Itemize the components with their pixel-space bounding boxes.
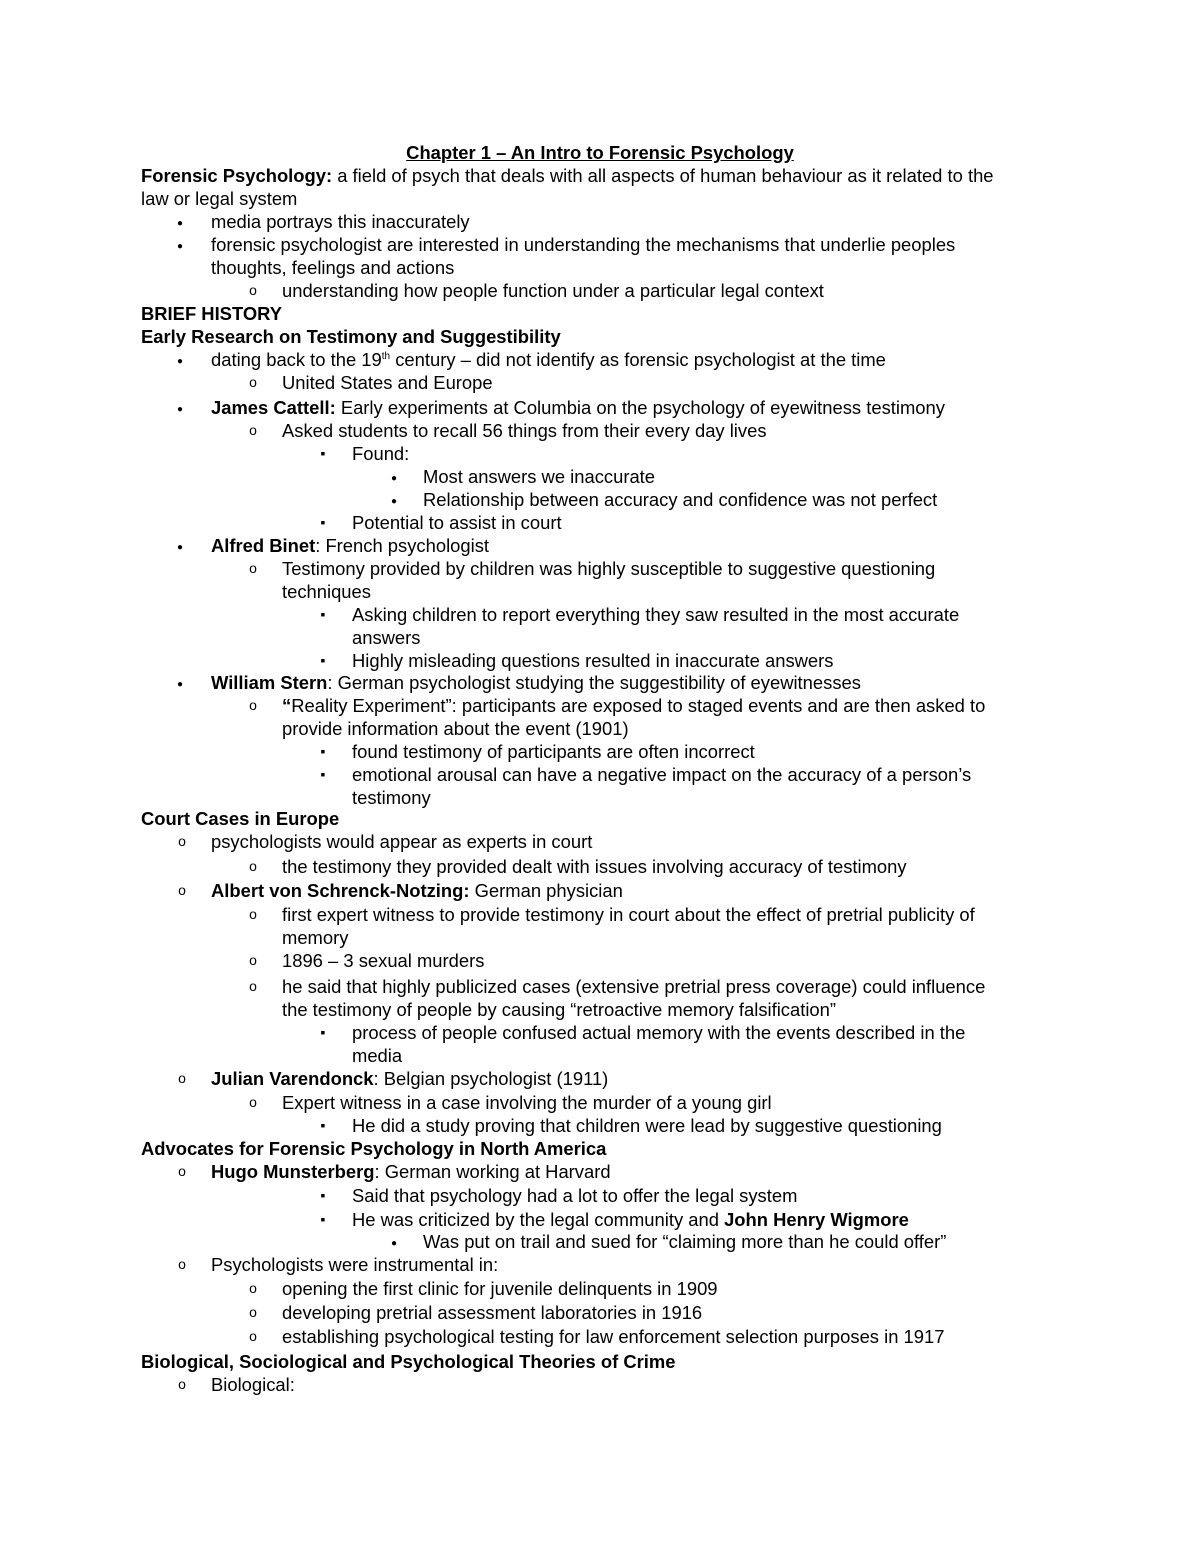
list-item: he said that highly publicized cases (extensive pretrial press coverage) could influence — [282, 976, 986, 997]
subsection-heading: Court Cases in Europe — [141, 808, 340, 829]
list-item: Relationship between accuracy and confidence was not perfect — [423, 489, 938, 510]
list-item: psychologists would appear as experts in court — [211, 831, 593, 852]
bullet-circle-icon — [243, 1091, 263, 1114]
bullet-disc-icon — [170, 534, 190, 557]
page-title: Chapter 1 – An Intro to Forensic Psychology — [406, 142, 794, 163]
bullet-square-icon — [313, 1114, 333, 1137]
list-item: Said that psychology had a lot to offer the legal system — [352, 1185, 798, 1206]
list-item-varendonck: Julian Varendonck: Belgian psychologist (1911) — [211, 1068, 609, 1089]
list-item-cont: testimony — [352, 787, 431, 808]
list-item-cont: techniques — [282, 581, 371, 602]
bullet-disc-icon — [384, 488, 404, 511]
bullet-circle-icon — [172, 1160, 192, 1183]
subsection-heading: Biological, Sociological and Psychological Theories of Crime — [141, 1351, 676, 1372]
bullet-square-icon — [313, 1184, 333, 1207]
term-forensic-psychology: Forensic Psychology: — [141, 165, 333, 186]
bullet-circle-icon — [243, 694, 263, 717]
list-item: Found: — [352, 443, 410, 464]
list-item: emotional arousal can have a negative impact on the accuracy of a person’s — [352, 764, 972, 785]
list-item: Expert witness in a case involving the murder of a young girl — [282, 1092, 772, 1113]
list-item: 1896 – 3 sexual murders — [282, 950, 485, 971]
definition-line — [141, 164, 994, 187]
list-item-munsterberg: Hugo Munsterberg: German working at Harvard — [211, 1161, 611, 1182]
list-item-cont: memory — [282, 927, 349, 948]
list-item: first expert witness to provide testimony in court about the effect of pretrial publicity of — [282, 904, 975, 925]
list-item: media portrays this inaccurately — [211, 211, 470, 232]
bullet-square-icon — [313, 649, 333, 672]
list-item: Highly misleading questions resulted in inaccurate answers — [352, 650, 834, 671]
list-item: Was put on trail and sued for “claiming more than he could offer” — [423, 1231, 947, 1252]
list-item: He was criticized by the legal community and John Henry Wigmore — [352, 1209, 909, 1230]
bullet-circle-icon — [172, 879, 192, 902]
list-item-cont: thoughts, feelings and actions — [211, 257, 455, 278]
list-item: “Reality Experiment”: participants are exposed to staged events and are then asked to — [282, 695, 986, 716]
bullet-circle-icon — [243, 975, 263, 998]
list-item: Biological: — [211, 1374, 295, 1395]
list-item-cont: provide information about the event (1901) — [282, 718, 629, 739]
bullet-circle-icon — [243, 371, 263, 394]
bullet-circle-icon — [172, 1253, 192, 1276]
definition-text: a field of psych that deals with all aspects of human behaviour as it related to the — [332, 165, 994, 186]
list-item: dating back to the 19th century – did not identify as forensic psychologist at the time — [211, 349, 886, 370]
list-item: He did a study proving that children were lead by suggestive questioning — [352, 1115, 942, 1136]
bullet-disc-icon — [170, 396, 190, 419]
bullet-circle-icon — [243, 557, 263, 580]
list-item: the testimony they provided dealt with issues involving accuracy of testimony — [282, 856, 907, 877]
list-item-stern: William Stern: German psychologist studying the suggestibility of eyewitnesses — [211, 672, 861, 693]
bullet-disc-icon — [170, 671, 190, 694]
list-item-schrenck: Albert von Schrenck-Notzing: German physician — [211, 880, 623, 901]
bullet-square-icon — [313, 442, 333, 465]
list-item: Asking children to report everything they saw resulted in the most accurate — [352, 604, 960, 625]
list-item: Testimony provided by children was highly susceptible to suggestive questioning — [282, 558, 936, 579]
list-item: United States and Europe — [282, 372, 493, 393]
list-item: opening the first clinic for juvenile delinquents in 1909 — [282, 1278, 718, 1299]
list-item-cont: the testimony of people by causing “retroactive memory falsification” — [282, 999, 837, 1020]
bullet-square-icon — [313, 511, 333, 534]
bullet-circle-icon — [172, 1373, 192, 1396]
subsection-heading: Advocates for Forensic Psychology in North America — [141, 1138, 607, 1159]
bullet-circle-icon — [172, 830, 192, 853]
list-item-cont: media — [352, 1045, 403, 1066]
list-item-cattell: James Cattell: Early experiments at Columbia on the psychology of eyewitness testimony — [211, 397, 945, 418]
list-item-cont: answers — [352, 627, 421, 648]
bullet-disc-icon — [170, 348, 190, 371]
list-item: establishing psychological testing for law enforcement selection purposes in 1917 — [282, 1326, 945, 1347]
list-item: found testimony of participants are often incorrect — [352, 741, 755, 762]
bullet-disc-icon — [170, 233, 190, 256]
bullet-circle-icon — [243, 949, 263, 972]
bullet-disc-icon — [384, 465, 404, 488]
list-item: understanding how people function under a particular legal context — [282, 280, 824, 301]
list-item-binet: Alfred Binet: French psychologist — [211, 535, 490, 556]
bullet-square-icon — [313, 763, 333, 786]
bullet-circle-icon — [243, 279, 263, 302]
list-item: Potential to assist in court — [352, 512, 562, 533]
bullet-square-icon — [313, 1021, 333, 1044]
bullet-circle-icon — [243, 1277, 263, 1300]
bullet-square-icon — [313, 1208, 333, 1231]
section-heading: BRIEF HISTORY — [141, 303, 283, 324]
bullet-circle-icon — [243, 1301, 263, 1324]
bullet-circle-icon — [172, 1067, 192, 1090]
bullet-disc-icon — [384, 1230, 404, 1253]
list-item: process of people confused actual memory with the events described in the — [352, 1022, 966, 1043]
list-item: forensic psychologist are interested in understanding the mechanisms that underlie peoples — [211, 234, 956, 255]
list-item: developing pretrial assessment laboratories in 1916 — [282, 1302, 703, 1323]
list-item: Psychologists were instrumental in: — [211, 1254, 499, 1275]
list-item: Asked students to recall 56 things from their every day lives — [282, 420, 767, 441]
bullet-disc-icon — [170, 210, 190, 233]
bullet-square-icon — [313, 740, 333, 763]
list-item: Most answers we inaccurate — [423, 466, 656, 487]
subsection-heading: Early Research on Testimony and Suggestibility — [141, 326, 561, 347]
bullet-circle-icon — [243, 1325, 263, 1348]
bullet-circle-icon — [243, 419, 263, 442]
bullet-square-icon — [313, 603, 333, 626]
bullet-circle-icon — [243, 855, 263, 878]
definition-line-cont: law or legal system — [141, 188, 298, 209]
bullet-circle-icon — [243, 903, 263, 926]
